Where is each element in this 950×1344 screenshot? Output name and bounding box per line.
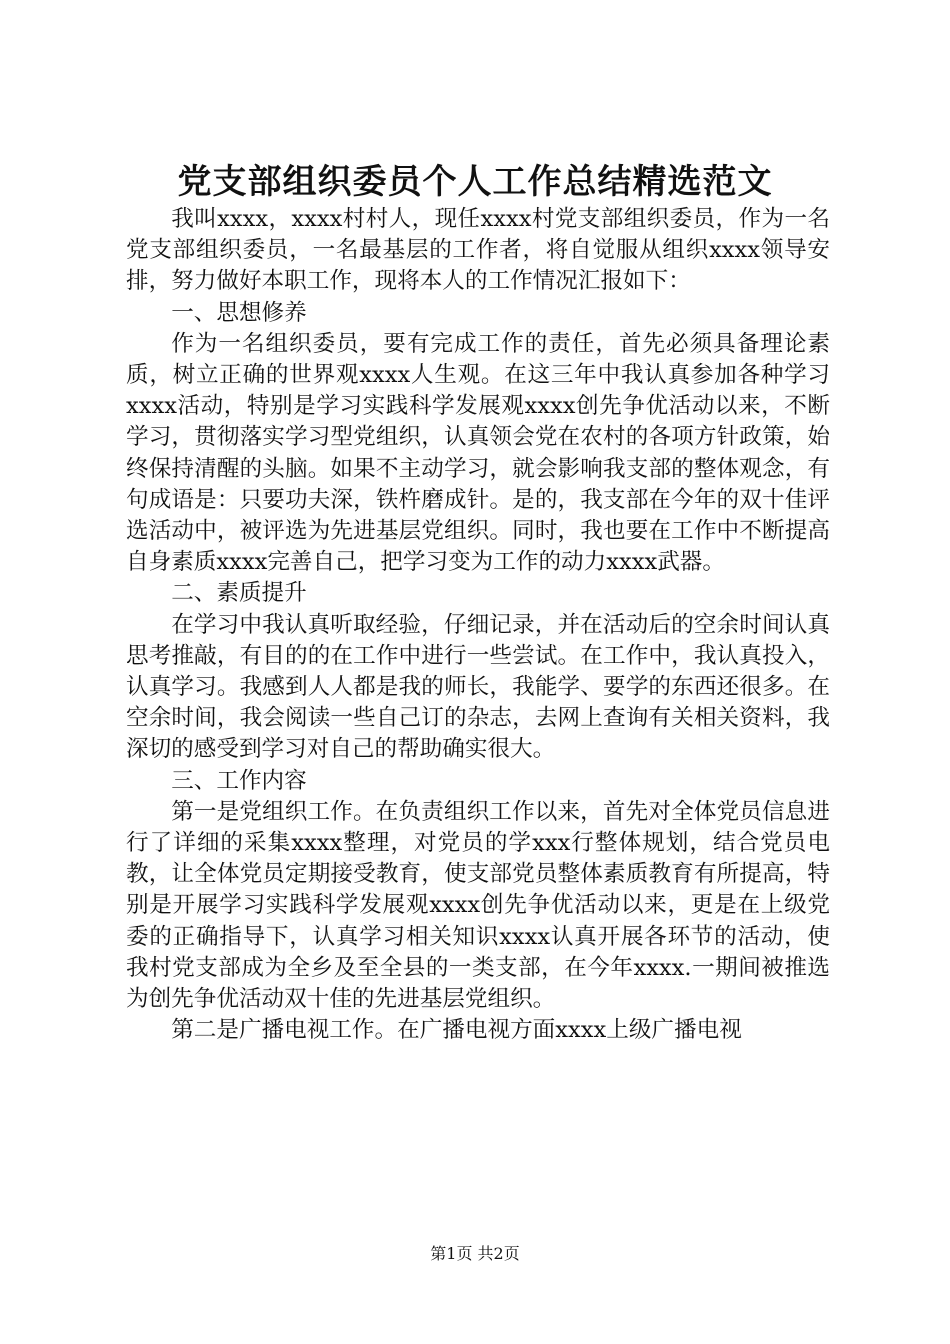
section-heading-2: 二、素质提升 <box>171 580 307 607</box>
section-3-paragraph-1: 第一是党组织工作。在负责组织工作以来，首先对全体党员信息进行了详细的采集xxxx整理，对党员的学xxx行整体规划，结合党员电教，让全体党员定期接受教育，使支部党员整体素质教育有所提高，特别是开展学习实践科学发展观xxxx创先争优活动以来，更是在上级党委的正确指导下，认真学习相关知识xxxx认真开展各环节的活动，使我村党支部成为全乡及至全县的一类支部，在今年xxxx.一期间被推选为创先争优活动双十佳的先进基层党组织。 <box>126 798 830 1013</box>
section-1-paragraph: 作为一名组织委员，要有完成工作的责任，首先必须具备理论素质，树立正确的世界观xxxx人生观。在这三年中我认真参加各种学习xxxx活动，特别是学习实践科学发展观xxxx创先争优活动以来，不断学习，贯彻落实学习型党组织，认真领会党在农村的各项方针政策，始终保持清醒的头脑。如果不主动学习，就会影响我支部的整体观念，有句成语是：只要功夫深，铁杵磨成针。是的，我支部在今年的双十佳评选活动中，被评选为先进基层党组织。同时，我也要在工作中不断提高自身素质xxxx完善自己，把学习变为工作的动力xxxx武器。 <box>126 330 830 576</box>
section-heading-1: 一、思想修养 <box>171 299 307 326</box>
document-title: 党支部组织委员个人工作总结精选范文 <box>177 162 773 202</box>
section-heading-3: 三、工作内容 <box>171 767 307 794</box>
intro-paragraph: 我叫xxxx，xxxx村村人，现任xxxx村党支部组织委员，作为一名党支部组织委员，一名最基层的工作者，将自觉服从组织xxxx领导安排，努力做好本职工作，现将本人的工作情况汇报如下： <box>126 206 830 295</box>
section-3-paragraph-2: 第二是广播电视工作。在广播电视方面xxxx上级广播电视 <box>171 1017 742 1044</box>
document-body <box>126 204 830 1046</box>
section-2-paragraph: 在学习中我认真听取经验，仔细记录，并在活动后的空余时间认真思考推敲，有目的的在工作中进行一些尝试。在工作中，我认真投入，认真学习。我感到人人都是我的师长，我能学、要学的东西还很多。在空余时间，我会阅读一些自己订的杂志，去网上查询有关相关资料，我深切的感受到学习对自己的帮助确实很大。 <box>126 611 830 763</box>
page-number-footer: 第1页 共2页 <box>430 1244 520 1263</box>
